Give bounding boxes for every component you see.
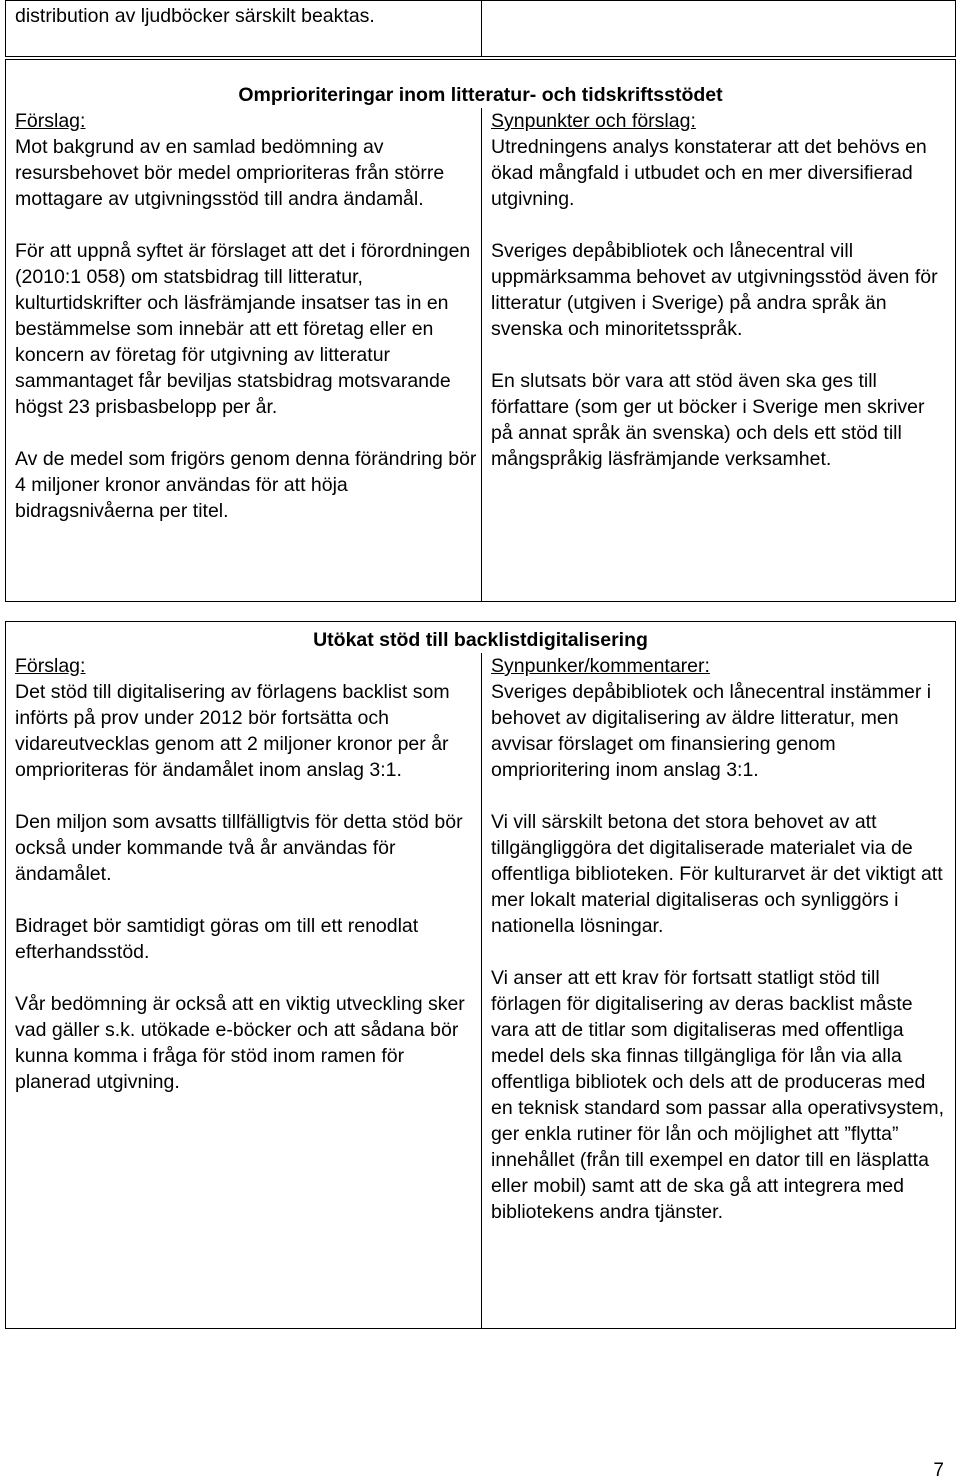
paragraph: En slutsats bör vara att stöd även ska ges till författare (som ger ut böcker i Sverige men skriver på annat språk än svenska) och dels ett stöd till mångspråkig läsfrämjande verksamhet. bbox=[491, 370, 925, 470]
paragraph: Sveriges depåbibliotek och lånecentral instämmer i behovet av digitalisering av äldre litteratur, men avvisar förslaget om finansiering genom omprioritering inom anslag 3:1. bbox=[491, 681, 932, 781]
comments-label: Synpunkter och förslag: bbox=[491, 110, 696, 132]
table-top-fragment bbox=[5, 0, 956, 57]
comments-label: Synpunker/kommentarer: bbox=[491, 655, 710, 677]
comments-column bbox=[491, 653, 951, 1225]
comments-column bbox=[491, 108, 951, 472]
proposal-column bbox=[15, 108, 477, 524]
paragraph: Den miljon som avsatts tillfälligtvis för detta stöd bör också under kommande två år användas för ändamålet. bbox=[15, 811, 463, 885]
paragraph: För att uppnå syftet är förslaget att det i förordningen (2010:1 058) om statsbidrag till litteratur, kulturtidskrifter och läsfrämjande insatser tas in en bestämmelse som innebär att ett företag eller en koncern av företag för utgivning av litteratur sammantaget får beviljas statsbidrag motsvarande högst 23 prisbasbelopp per år. bbox=[15, 240, 471, 418]
paragraph: Sveriges depåbibliotek och lånecentral vill uppmärksamma behovet av utgivningsstöd även för litteratur (utgiven i Sverige) på andra språk än svenska och minoritetsspråk. bbox=[491, 240, 938, 340]
paragraph: Mot bakgrund av en samlad bedömning av resursbehovet bör medel omprioriteras från större mottagare av utgivningsstöd till andra ändamål. bbox=[15, 136, 445, 210]
section-heading: Omprioriteringar inom litteratur- och tidskriftsstödet bbox=[238, 84, 723, 106]
paragraph: Vår bedömning är också att en viktig utveckling sker vad gäller s.k. utökade e-böcker och att sådana bör kunna komma i fråga för stöd inom ramen för planerad utgivning. bbox=[15, 993, 465, 1093]
paragraph: Utredningens analys konstaterar att det behövs en ökad mångfald i utbudet och en mer diversifierad utgivning. bbox=[491, 136, 927, 210]
proposal-label: Förslag: bbox=[15, 110, 86, 132]
top-left-cell bbox=[15, 3, 477, 29]
section-heading: Utökat stöd till backlistdigitalisering bbox=[313, 629, 648, 651]
proposal-column bbox=[15, 653, 477, 1095]
paragraph: Bidraget bör samtidigt göras om till ett renodlat efterhandsstöd. bbox=[15, 915, 419, 963]
proposal-label: Förslag: bbox=[15, 655, 86, 677]
section-backlistdigitalisering bbox=[5, 621, 956, 1329]
paragraph: Det stöd till digitalisering av förlagens backlist som införts på prov under 2012 bör fortsätta och vidareutvecklas genom att 2 miljoner kronor per år omprioriteras för ändamålet inom anslag 3:1. bbox=[15, 681, 450, 781]
paragraph: Av de medel som frigörs genom denna förändring bör 4 miljoner kronor användas för att höja bidragsnivåerna per titel. bbox=[15, 448, 477, 522]
paragraph: Vi anser att ett krav för fortsatt statligt stöd till förlagen för digitalisering av deras backlist måste vara att de titlar som digitaliseras med offentliga medel dels ska finnas tillgängliga för lån via alla offentliga bibliotek och dels att de produceras med en teknisk standard som passar alla operativsystem, ger enkla rutiner för lån och möjlighet att ”flytta” innehållet (från till exempel en dator till en läsplatta eller mobil) samt att de ska gå att integrera med bibliotekens andra tjänster. bbox=[491, 967, 945, 1223]
column-divider bbox=[481, 108, 482, 601]
paragraph: Vi vill särskilt betona det stora behovet av att tillgängliggöra det digitaliserade materialet via de offentliga biblioteken. För kulturarvet är det viktigt att mer lokalt material digitaliseras och synliggörs i nationella lösningar. bbox=[491, 811, 943, 937]
continued-text: distribution av ljudböcker särskilt beaktas. bbox=[15, 5, 375, 27]
section-omprioriteringar bbox=[5, 59, 956, 602]
column-divider bbox=[481, 653, 482, 1328]
column-divider bbox=[481, 1, 482, 56]
page-number: 7 bbox=[933, 1460, 944, 1481]
